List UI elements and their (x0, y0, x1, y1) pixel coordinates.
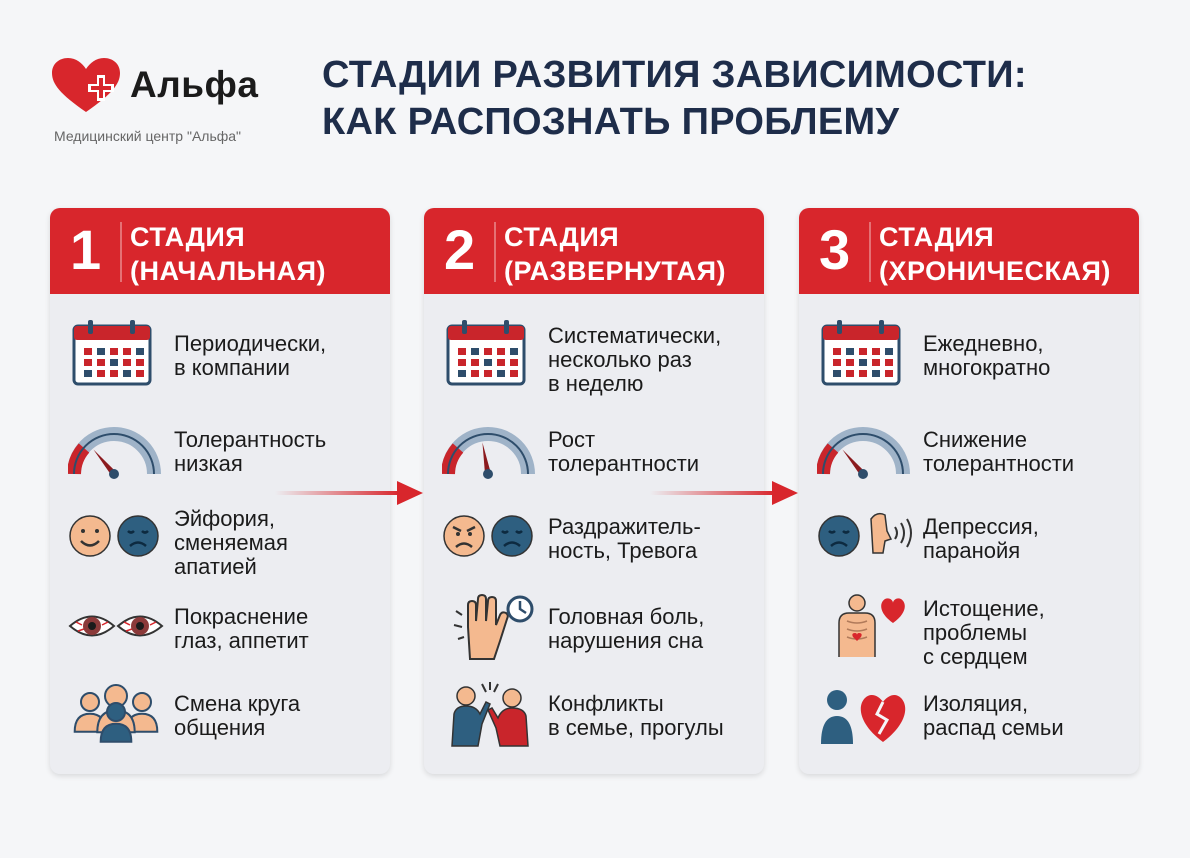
exhausted-body-heart-icon (817, 591, 913, 661)
symptom-text (923, 692, 1064, 740)
stage-title (504, 220, 726, 288)
symptom-text-line: Толерантность (174, 427, 327, 452)
stage-title (130, 220, 326, 288)
symptom-text-line: распад семьи (923, 715, 1064, 740)
stage-number: 1 (70, 218, 102, 281)
symptom-text (548, 692, 724, 740)
symptom-text (174, 507, 288, 579)
arrow-right-icon (275, 478, 425, 508)
symptom-text-line: многократно (923, 355, 1051, 380)
symptom-text-line: Истощение, (923, 596, 1045, 621)
symptom-text (174, 428, 326, 476)
symptom-text-line: апатией (174, 554, 257, 579)
symptom-text-line: толерантности (923, 451, 1075, 476)
symptom-text-line: в семье, прогулы (548, 715, 724, 740)
heart-cross-logo-icon (50, 56, 122, 114)
brand-subtitle: Медицинский центр "Альфа" (54, 128, 242, 144)
symptom-text-line: Периодически, (174, 331, 327, 356)
sad-face-voices-icon (817, 501, 913, 571)
page-title-line-1: СТАДИИ РАЗВИТИЯ ЗАВИСИМОСТИ: (322, 54, 1027, 96)
stage-header-divider (120, 222, 122, 282)
gauge-mid-icon (442, 414, 538, 484)
people-group-icon (68, 678, 164, 748)
page-title (322, 52, 1027, 146)
symptom-text-line: низкая (174, 451, 243, 476)
symptom-text (174, 605, 309, 653)
symptom-text-line: Депрессия, (923, 514, 1039, 539)
happy-sad-faces-icon (68, 501, 164, 571)
symptom-text-line: с сердцем (923, 644, 1028, 669)
symptom-text-line: Смена круга (174, 691, 301, 716)
symptom-text-line: Ежедневно, (923, 331, 1044, 356)
arrow-right-icon (650, 478, 800, 508)
stage-type: (РАЗВЕРНУТАЯ) (504, 256, 727, 286)
stage-label: СТАДИЯ (130, 222, 246, 252)
symptom-text-line: сменяемая (174, 530, 288, 555)
calendar-icon (442, 318, 538, 388)
symptom-text (174, 332, 326, 380)
stage-type: (НАЧАЛЬНАЯ) (130, 256, 326, 286)
symptom-text-line: в компании (174, 355, 290, 380)
stage-title (879, 220, 1111, 288)
stage-header (424, 208, 764, 294)
symptom-text-line: нарушения сна (548, 628, 704, 653)
stage-label: СТАДИЯ (879, 222, 995, 252)
gauge-low-icon (817, 414, 913, 484)
stage-header-divider (869, 222, 871, 282)
symptom-text (174, 692, 300, 740)
symptom-text (923, 428, 1074, 476)
symptom-text-line: Покраснение (174, 604, 309, 629)
gauge-low-icon (68, 414, 164, 484)
calendar-icon (817, 318, 913, 388)
stage-number: 3 (819, 218, 851, 281)
brand-logo (50, 52, 280, 147)
stage-number: 2 (444, 218, 476, 281)
symptom-text-line: Снижение (923, 427, 1027, 452)
angry-sad-faces-icon (442, 501, 538, 571)
red-eyes-icon (68, 591, 164, 661)
symptom-text-line: глаз, аппетит (174, 628, 309, 653)
arguing-people-icon (442, 678, 538, 748)
stage-header (799, 208, 1139, 294)
symptom-text-line: общения (174, 715, 266, 740)
symptom-text-line: несколько раз (548, 347, 692, 372)
symptom-text-line: ность, Тревога (548, 538, 698, 563)
brand-name: Альфа (130, 64, 259, 105)
stage-type: (ХРОНИЧЕСКАЯ) (879, 256, 1111, 286)
symptom-text-line: Систематически, (548, 323, 722, 348)
symptom-text-line: Конфликты (548, 691, 664, 716)
symptom-text-line: Раздражитель- (548, 514, 701, 539)
symptom-text-line: Рост (548, 427, 596, 452)
stage-label: СТАДИЯ (504, 222, 620, 252)
shaking-hand-clock-icon (442, 591, 538, 661)
symptom-text-line: Головная боль, (548, 604, 705, 629)
symptom-text (548, 428, 699, 476)
symptom-text (923, 597, 1045, 669)
symptom-text (923, 332, 1050, 380)
symptom-text-line: проблемы (923, 620, 1028, 645)
symptom-text (548, 324, 721, 396)
symptom-text (923, 515, 1039, 563)
stage-header (50, 208, 390, 294)
symptom-text (548, 515, 701, 563)
stage-header-divider (494, 222, 496, 282)
symptom-text-line: толерантности (548, 451, 700, 476)
symptom-text (548, 605, 704, 653)
symptom-text-line: в неделю (548, 371, 644, 396)
calendar-icon (68, 318, 164, 388)
stage-card-3 (799, 208, 1139, 774)
symptom-text-line: Эйфория, (174, 506, 275, 531)
symptom-text-line: Изоляция, (923, 691, 1029, 716)
person-broken-heart-icon (817, 678, 913, 748)
symptom-text-line: паранойя (923, 538, 1021, 563)
page-title-line-2: КАК РАСПОЗНАТЬ ПРОБЛЕМУ (322, 101, 900, 143)
